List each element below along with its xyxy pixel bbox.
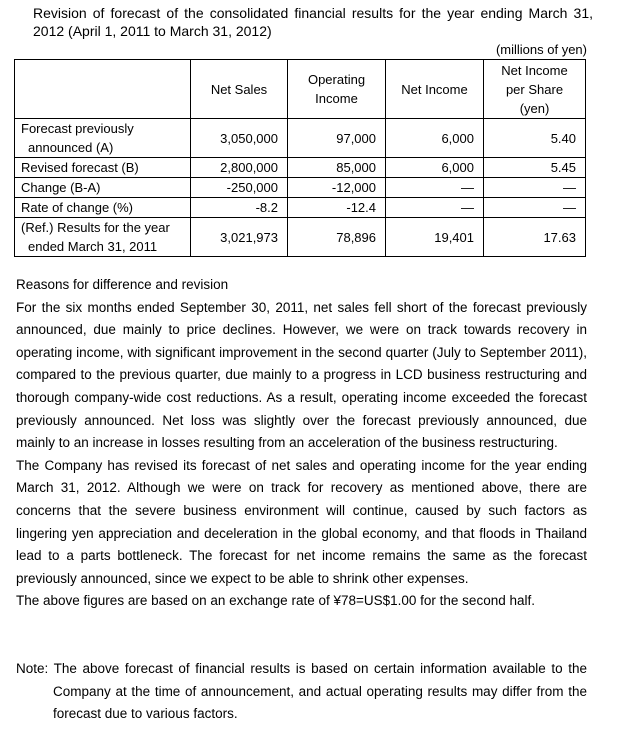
cell-net-sales: 3,050,000 — [191, 119, 288, 158]
reasons-paragraph-1: For the six months ended September 30, 2011, net sales fell short of the forecast previously announced, due mainly to price declines. However, we were on track towards recovery in operating income, with significant improvement in the second quarter (July to September 2011), compared to the previous quarter, due mainly to a progress in LCD business restructuring and thorough company-wide cost reductions. As a result, operating income exceeded the forecast previously announced. Net loss was slightly over the forecast previously announced, due mainly to an increase in losses resulting from an acceleration of the business restructuring. — [16, 299, 587, 451]
cell-net-income: 6,000 — [386, 119, 484, 158]
header-eps — [484, 60, 586, 119]
cell-net-sales: -8.2 — [191, 198, 288, 218]
row-label: Change (B-A) — [15, 178, 191, 198]
cell-eps: 5.40 — [484, 119, 586, 158]
cell-net-income: 19,401 — [386, 218, 484, 257]
forecast-table — [14, 59, 586, 257]
cell-operating-income: -12,000 — [288, 178, 386, 198]
cell-eps: 5.45 — [484, 158, 586, 178]
row-label: Revised forecast (B) — [15, 158, 191, 178]
table-row-rate — [15, 198, 586, 218]
unit-label: (millions of yen) — [495, 42, 587, 57]
cell-eps: 17.63 — [484, 218, 586, 257]
reasons-paragraph-3: The above figures are based on an exchange rate of ¥78=US$1.00 for the second half. — [16, 593, 535, 609]
cell-net-income: 6,000 — [386, 158, 484, 178]
table-row-ref — [15, 218, 586, 257]
table-row-revised — [15, 158, 586, 178]
table-row-change — [15, 178, 586, 198]
row-label-line2: ended March 31, 2011 — [28, 239, 158, 254]
cell-net-sales: 2,800,000 — [191, 158, 288, 178]
row-label-line2: announced (A) — [28, 140, 114, 155]
cell-net-sales: -250,000 — [191, 178, 288, 198]
header-empty — [15, 60, 191, 119]
table-header-row — [15, 60, 586, 119]
cell-eps: ― — [484, 198, 586, 218]
reasons-heading: Reasons for difference and revision — [16, 277, 229, 292]
header-eps-line1: Net Income — [501, 62, 568, 78]
row-label — [15, 218, 191, 257]
cell-operating-income: 78,896 — [288, 218, 386, 257]
header-eps-line3: (yen) — [519, 100, 550, 116]
row-label: Rate of change (%) — [15, 198, 191, 218]
row-label-line1: (Ref.) Results for the year — [21, 220, 170, 235]
row-label — [15, 119, 191, 158]
reasons-paragraph-2: The Company has revised its forecast of net sales and operating income for the year ending March 31, 2012. Although we were on track for recovery as mentioned above, there are concerns that the severe business environment will continue, caused by such factors as lingering yen appreciation and deceleration in the global economy, and that floods in Thailand lead to a parts bottleneck. The forecast for net income remains the same as the forecast previously announced, since we expect to be able to shrink other expenses. — [16, 457, 587, 586]
header-operating-income — [288, 60, 386, 119]
header-net-sales: Net Sales — [191, 60, 288, 119]
header-operating-income-line2: Income — [315, 91, 358, 106]
cell-net-income: ― — [386, 178, 484, 198]
cell-net-income: ― — [386, 198, 484, 218]
row-label-line1: Forecast previously — [21, 121, 134, 136]
cell-eps: ― — [484, 178, 586, 198]
header-operating-income-line1: Operating — [307, 72, 366, 87]
reasons-section — [16, 274, 587, 613]
cell-operating-income: -12.4 — [288, 198, 386, 218]
cell-operating-income: 97,000 — [288, 119, 386, 158]
header-eps-line2: per Share — [505, 81, 564, 97]
note-paragraph: Note: The above forecast of financial results is based on certain information available to the Company at the time of announcement, and actual operating results may differ from the forecast due to various factors. — [16, 661, 587, 722]
header-net-income: Net Income — [386, 60, 484, 119]
cell-operating-income: 85,000 — [288, 158, 386, 178]
table-row-forecast — [15, 119, 586, 158]
document-title: Revision of forecast of the consolidated financial results for the year ending March 31, 2012 (April 1, 2011 to March 31, 2012) — [33, 5, 593, 39]
cell-net-sales: 3,021,973 — [191, 218, 288, 257]
